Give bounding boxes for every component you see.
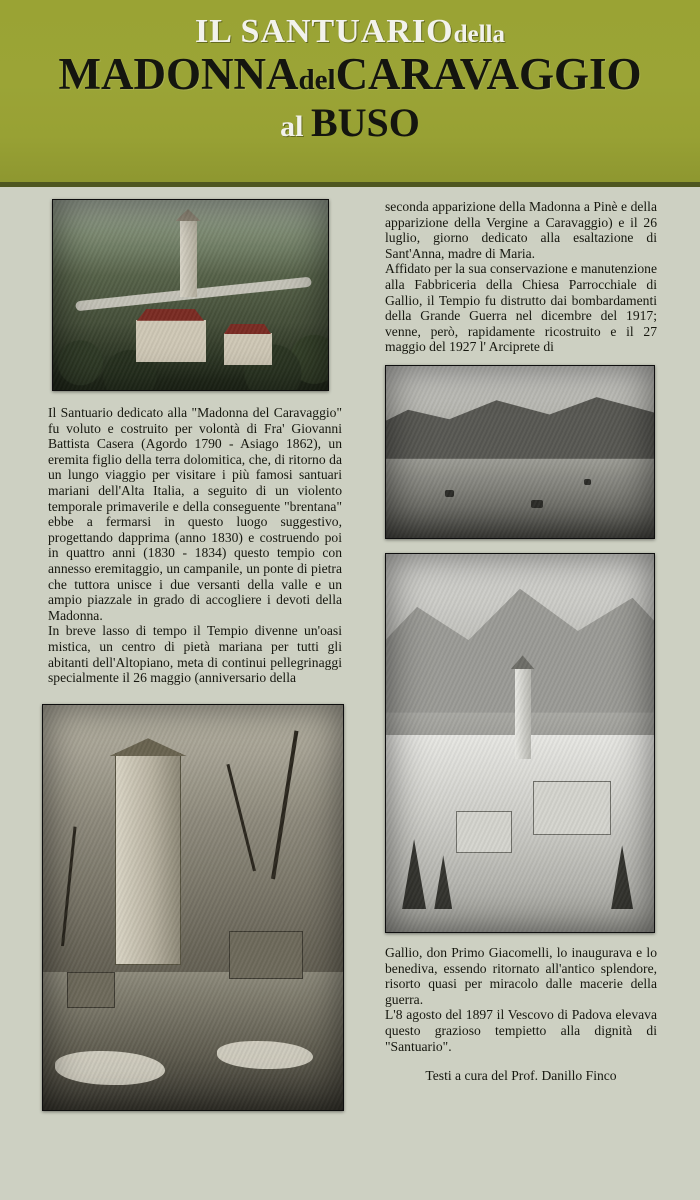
title-caravaggio: CARAVAGGIO [335,48,642,99]
poster-header [0,0,700,187]
right-column [385,199,657,1084]
right-paragraph-1: seconda apparizione della Madonna a Pinè e della apparizione della Vergine a Caravaggio) e il 26 luglio, giorno dedicato alla esaltazione di Sant'Anna, madre di Maria. [385,199,657,261]
title-buso: BUSO [310,99,420,145]
photo-rubble-1 [229,931,303,979]
photo-branch-1 [271,731,298,880]
right-paragraph-2: Affidato per la sua conservazione e manutenzione alla Fabbriceria della Chiesa Parrocchiale di Gallio, il Tempio fu distrutto dai bombardamenti della Grande Guerra nel dicembre del 1917; venne, però, rapidamente ricostruito e il 27 maggio del 1927 l' Arciprete di [385,261,657,355]
right-paragraph-3: Gallio, don Primo Giacomelli, lo inaugurava e lo benediva, essendo ritornato all'antico splendore, risorto quasi per miracolo dalle macerie della guerra. [385,944,657,1007]
photo-building-2 [456,811,512,853]
photo-building-speck-3 [584,479,591,485]
left-paragraph-2: In breve lasso di tempo il Tempio divenne un'oasi mistica, un centro di pietà mariana per tutti gli abitanti dell'Altopiano, meta di continui pellegrinaggi specialmente il 26 maggio (anniversario della [48,623,342,686]
left-column [48,199,342,1111]
photo-house-2 [224,333,272,365]
photo-bell-tower [180,219,197,297]
left-paragraph-1: Il Santuario dedicato alla "Madonna del Caravaggio" fu voluto e costruito per volontà di Fra' Giovanni Battista Casera (Agordo 1790 - Asiago 1862), un eremita figlio della terra dolomitica, che, di ritorno da un lungo viaggio per visitare i più famosi santuari mariani dell'Alta Italia, a seguito di un violento temporale primaverile e della conseguente "brentana" ebbe a fermarsi in questo luogo suggestivo, progettando dapprima (anno 1830) e costruendo poi in quattro anni (1830 - 1834) questo tempio con annesso eremitaggio, un campanile, un ponte di pietra che tuttora unisce i due versanti della valle e un ampio piazzale in grado di accogliere i devoti della Madonna. [48,405,342,623]
poster-title-block [0,14,700,144]
title-line-1 [0,14,700,50]
poster-body [0,187,700,1200]
title-della: della [453,21,505,48]
photo-house-1 [136,320,206,362]
title-al: al [280,109,304,143]
photo-branch-2 [226,764,256,871]
photo-bell-tower [515,667,531,759]
right-paragraph-4: L'8 agosto del 1897 il Vescovo di Padova elevava questo grazioso tempietto alla dignità di "Santuario". [385,1007,657,1054]
title-il-santuario: IL SANTUARIO [195,13,454,50]
snowy-village-photo [385,553,655,933]
text-credit: Testi a cura del Prof. Danillo Finco [425,1068,617,1084]
photo-building-speck-2 [531,500,543,508]
valley-landscape-photo [385,365,655,539]
photo-ruined-tower [115,753,181,965]
photo-branch-3 [61,827,77,947]
photo-ridge [385,380,655,459]
title-line-2 [0,48,700,99]
photo-field [386,459,654,538]
ruined-tower-in-snow-photo [42,704,344,1111]
village-with-bell-tower-photo [52,199,329,391]
title-line-3 [0,99,700,145]
photo-building-1 [533,781,611,835]
photo-building-speck-1 [445,490,454,497]
title-madonna: MADONNA [58,48,299,99]
photo-rubble-2 [67,972,115,1008]
title-del: del [298,63,336,96]
